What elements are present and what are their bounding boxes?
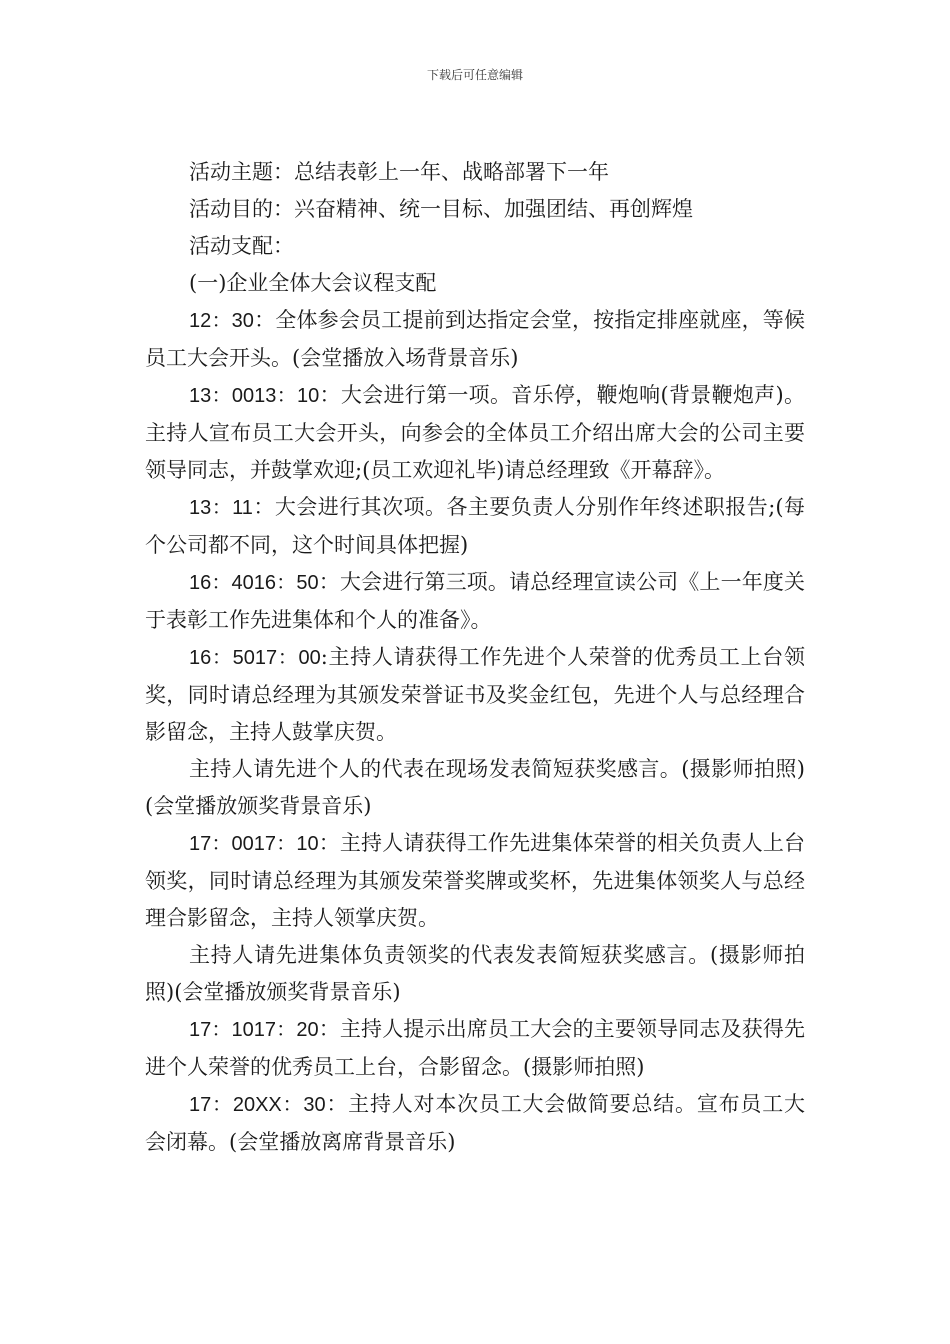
agenda-item — [145, 564, 805, 639]
agenda-time: 17：0017：10 — [189, 833, 319, 855]
paragraph-text: 活动支配： — [189, 234, 294, 258]
agenda-time: 12：30 — [189, 310, 254, 332]
agenda-item — [145, 1011, 805, 1086]
agenda-item — [145, 1086, 805, 1161]
document-body — [145, 154, 805, 1161]
agenda-time: 13：11 — [189, 497, 253, 519]
agenda-text: ：大会进行其次项。各主要负责人分别作年终述职报告;(每个公司都不同，这个时间具体把握) — [145, 495, 805, 557]
agenda-item — [145, 639, 805, 751]
paragraph-text: 主持人请先进集体负责领奖的代表发表简短获奖感言。(摄影师拍照)(会堂播放颁奖背景音乐) — [145, 943, 805, 1004]
agenda-item — [145, 302, 805, 377]
agenda-text: ：主持人对本次员工大会做简要总结。宣布员工大会闭幕。(会堂播放离席背景音乐) — [145, 1092, 806, 1154]
page-header-watermark: 下载后可任意编辑 — [426, 68, 523, 82]
agenda-text: ：主持人提示出席员工大会的主要领导同志及获得先进个人荣誉的优秀员工上台，合影留念。(摄影师拍照) — [145, 1017, 806, 1079]
paragraph-theme — [145, 154, 805, 191]
agenda-time: 13：0013：10 — [189, 385, 320, 407]
paragraph-purpose — [145, 191, 805, 228]
agenda-time: 16：4016：50 — [189, 572, 319, 594]
agenda-time: 17：20XX：30 — [189, 1094, 326, 1116]
paragraph-arrangement — [145, 228, 805, 265]
agenda-item — [145, 377, 805, 489]
section-heading — [145, 265, 805, 302]
agenda-text: :主持人请获得工作先进个人荣誉的优秀员工上台领奖，同时请总经理为其颁发荣誉证书及奖金红包，先进个人与总经理合影留念，主持人鼓掌庆贺。 — [145, 645, 806, 744]
agenda-text: ：全体参会员工提前到达指定会堂，按指定排座就座，等候员工大会开头。(会堂播放入场背景音乐) — [145, 308, 805, 370]
agenda-note — [145, 937, 805, 1011]
agenda-item — [145, 825, 805, 937]
agenda-text: ：主持人请获得工作先进集体荣誉的相关负责人上台领奖，同时请总经理为其颁发荣誉奖牌或奖杯，先进集体领奖人与总经理合影留念，主持人领掌庆贺。 — [145, 831, 806, 930]
agenda-text: ：大会进行第一项。音乐停，鞭炮响(背景鞭炮声)。主持人宣布员工大会开头，向参会的全体员工介绍出席大会的公司主要领导同志，并鼓掌欢迎;(员工欢迎礼毕)请总经理致《开幕辞》。 — [145, 383, 805, 482]
paragraph-text: 活动主题：总结表彰上一年、战略部署下一年 — [189, 160, 609, 184]
paragraph-text: (一)企业全体大会议程支配 — [189, 271, 437, 295]
agenda-time: 16：5017：00 — [189, 647, 321, 669]
agenda-note — [145, 751, 805, 825]
paragraph-text: 活动目的：兴奋精神、统一目标、加强团结、再创辉煌 — [189, 197, 693, 221]
agenda-time: 17：1017：20 — [189, 1019, 319, 1041]
agenda-item — [145, 489, 805, 564]
agenda-text: ：大会进行第三项。请总经理宣读公司《上一年度关于表彰工作先进集体和个人的准备》。 — [145, 570, 806, 632]
paragraph-text: 主持人请先进个人的代表在现场发表简短获奖感言。(摄影师拍照)(会堂播放颁奖背景音乐) — [145, 757, 805, 818]
